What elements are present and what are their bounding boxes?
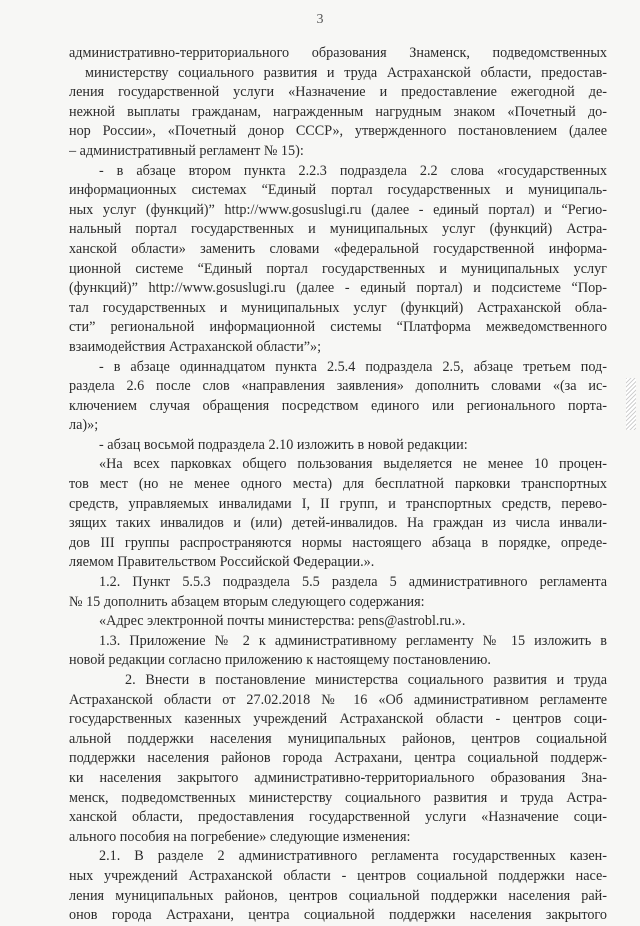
text-line: «На всех парковках общего пользования выделяется не менее 10 процен- [99, 456, 607, 473]
text-line: дов III группы распространяются нормы настоящего абзаца в порядке, опреде- [69, 534, 607, 551]
document-body [69, 44, 607, 926]
text-line: - в абзаце одиннадцатом пункта 2.5.4 подраздела 2.5, абзаце третьем под- [99, 358, 607, 375]
text-line: «Адрес электронной почты министерства: pens@astrobl.ru.». [99, 613, 466, 630]
text-line: (функций)” http://www.gosuslugi.ru (далее - единый портал) и подсистеме “Пор- [69, 280, 607, 297]
text-line: ки населения закрытого административно-территориального образования Зна- [69, 769, 607, 786]
text-line: ла)»; [69, 417, 99, 434]
text-line: информационных системах “Единый портал государственных и муниципаль- [69, 182, 607, 199]
text-line: ления государственной услуги «Назначение и предоставление ежегодной де- [69, 84, 607, 101]
text-line: № 15 дополнить абзацем вторым следующего содержания: [69, 593, 425, 610]
text-line: – административный регламент № 15): [69, 142, 304, 159]
text-line: средств, управляемых инвалидами I, II групп, и транспортных средств, перево- [69, 495, 607, 512]
text-line: сти” региональной информационной системы “Платформа межведомственного [69, 319, 607, 336]
text-line: ключением случая обращения посредством единого или регионального порта- [69, 397, 607, 414]
text-line: раздела 2.6 после слов «направления заявления» дополнить словами «(за ис- [69, 378, 607, 395]
text-line: альной поддержки населения муниципальных районов, центров социальной [69, 730, 607, 747]
text-line: менск, подведомственных министерству социального развития и труда Астра- [69, 789, 607, 806]
text-line: ционной системе “Единый портал государственных и муниципальных услуг [69, 260, 607, 277]
text-line: - абзац восьмой подраздела 2.10 изложить в новой редакции: [99, 436, 468, 453]
text-line: 2.1. В разделе 2 административного регламента государственных казен- [99, 848, 607, 865]
text-line: 1.3. Приложение № 2 к административному регламенту № 15 изложить в [99, 632, 607, 649]
text-line: ных услуг (функций)” http://www.gosuslugi.ru (далее - единый портал) и “Регио- [69, 201, 607, 218]
text-line: административно-территориального образования Знаменск, подведомственных [69, 45, 607, 61]
text-line: зящих таких инвалидов и (или) детей-инвалидов. На граждан из числа инвали- [69, 515, 607, 532]
text-line: государственных казенных учреждений Астраханской области - центров соци- [69, 711, 607, 728]
text-line: ляемом Правительством Российской Федерации.». [69, 554, 375, 571]
scan-artifact-mark [626, 378, 636, 430]
page-number: 3 [316, 12, 324, 27]
text-line: онов города Астрахани, центра социальной поддержки населения закрытого [69, 907, 607, 924]
text-line: тал государственных и муниципальных услуг (функций) Астраханской обла- [69, 299, 607, 316]
text-line: 2. Внести в постановление министерства социального развития и труда [125, 672, 607, 688]
text-line: ального пособия на погребение» следующие изменения: [69, 828, 411, 845]
text-line: взаимодействия Астраханской области”»; [69, 338, 322, 355]
text-line: новой редакции согласно приложению к настоящему постановлению. [69, 652, 491, 669]
text-line: министерству социального развития и труда Астраханской области, предостав- [85, 64, 607, 81]
text-line: - в абзаце втором пункта 2.2.3 подраздела 2.2 слова «государственных [99, 162, 607, 179]
text-line: тов мест (но не менее одного места) для бесплатной парковки транспортных [69, 476, 607, 493]
text-line: ных учреждений Астраханской области - центров социальной поддержки насе- [69, 867, 607, 884]
text-line: 1.2. Пункт 5.5.3 подраздела 5.5 раздела 5 административного регламента [99, 574, 607, 591]
text-line: Астраханской области от 27.02.2018 № 16 «Об административном регламенте [69, 691, 607, 708]
text-line: ления муниципальных районов, центров социальной поддержки населения рай- [69, 887, 607, 904]
text-line: ханской области, предоставления государственной услуги «Назначение соци- [69, 809, 607, 826]
text-line: ханской области» заменить словами «федеральной государственной информа- [69, 240, 607, 257]
text-line: поддержки населения районов города Астрахани, центра социальной поддерж- [69, 750, 607, 767]
text-line: нор России», «Почетный донор СССР», утвержденного постановлением (далее [69, 123, 607, 140]
text-line: нежной выплаты гражданам, награжденным нагрудным знаком «Почетный до- [69, 103, 607, 120]
text-line: нальный портал государственных и муниципальных услуг (функций) Астра- [69, 221, 607, 238]
